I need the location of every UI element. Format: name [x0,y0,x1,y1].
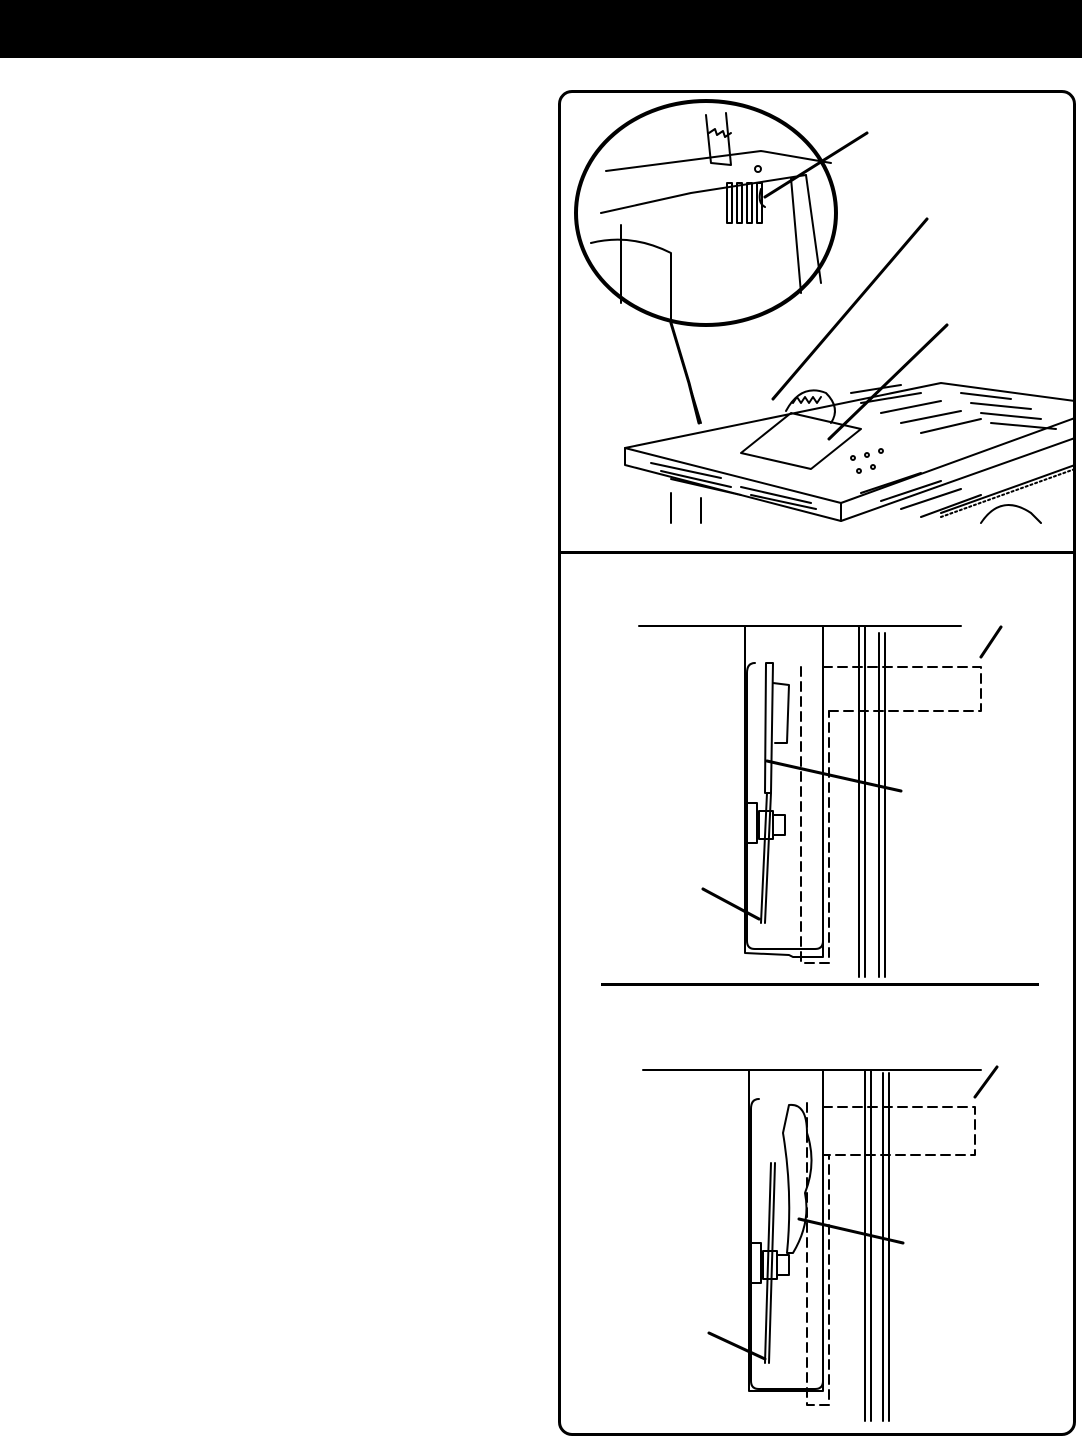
figure-panel [558,90,1076,1436]
figure-illustration [561,93,1076,1436]
header-bar [0,0,1082,58]
sub-panel-divider [601,983,1039,986]
blade-guard-section-b-drawing [643,1067,997,1421]
blade-guard-section-a-drawing [639,626,1001,977]
table-saw-overview-drawing [576,101,1075,523]
panel-divider [561,551,1073,554]
